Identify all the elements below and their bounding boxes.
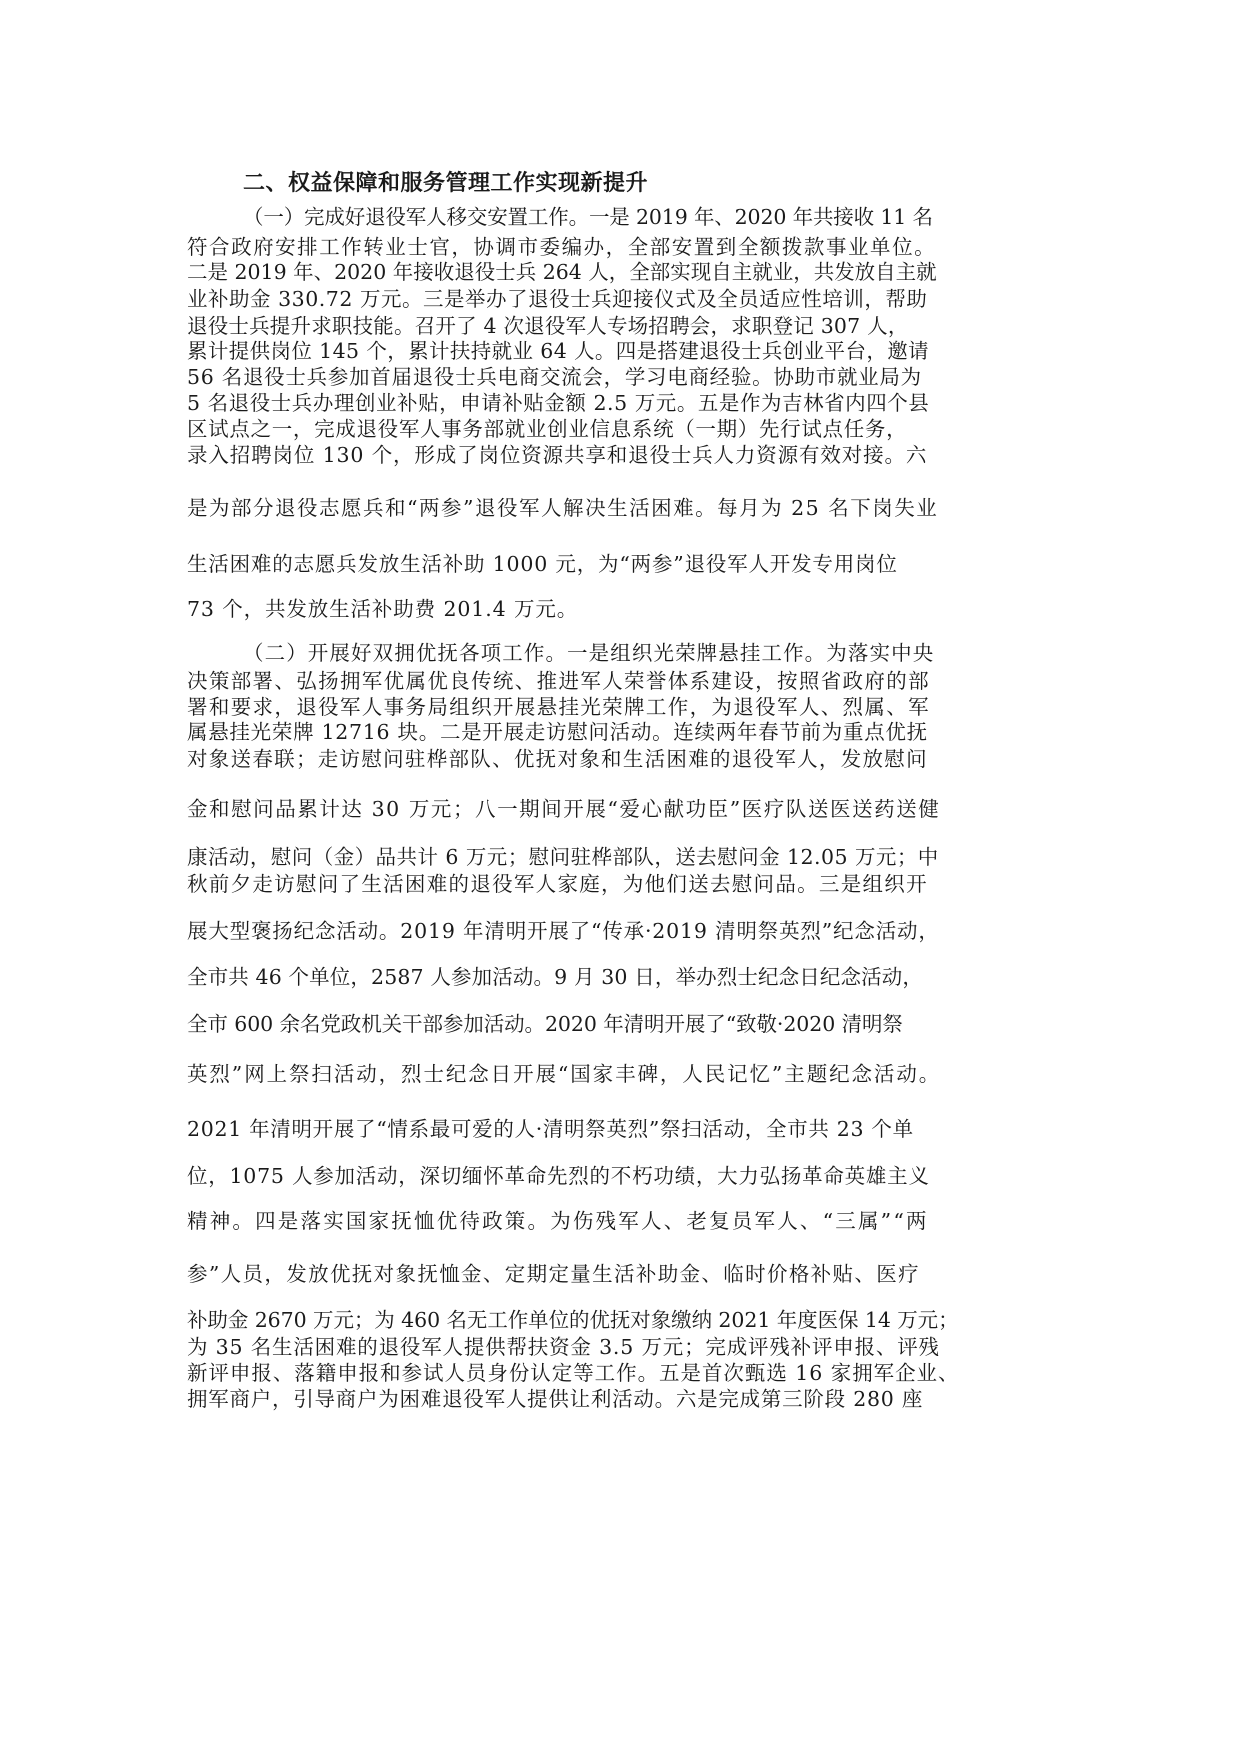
text-line: 5 名退役士兵办理创业补贴，申请补贴金额 2.5 万元。五是作为吉林省内四个县 (187, 391, 930, 415)
text-line: 累计提供岗位 145 个，累计扶持就业 64 人。四是搭建退役士兵创业平台，邀请 (187, 339, 929, 363)
text-line: 位，1075 人参加活动，深切缅怀革命先烈的不朽功绩，大力弘扬革命英雄主义 (187, 1164, 930, 1188)
text-line: 为 35 名生活困难的退役军人提供帮扶资金 3.5 万元；完成评残补评申报、评残 (187, 1335, 940, 1359)
text-line: 补助金 2670 万元；为 460 名无工作单位的优抚对象缴纳 2021 年度医保 14 万元； (187, 1308, 959, 1332)
text-line: 金和慰问品累计达 30 万元；八一期间开展“爱心献功臣”医疗队送医送药送健 (187, 797, 941, 821)
text-line: 是为部分退役志愿兵和“两参”退役军人解决生活困难。每月为 25 名下岗失业 (187, 496, 939, 520)
text-line: 康活动，慰问（金）品共计 6 万元；慰问驻桦部队，送去慰问金 12.05 万元；中 (187, 845, 939, 869)
text-line: 区试点之一，完成退役军人事务部就业创业信息系统（一期）先行试点任务， (187, 417, 908, 441)
text-line: 展大型褒扬纪念活动。2019 年清明开展了“传承·2019 清明祭英烈”纪念活动， (187, 919, 940, 943)
text-line: 秋前夕走访慰问了生活困难的退役军人家庭，为他们送去慰问品。三是组织开 (187, 872, 928, 896)
text-line: 生活困难的志愿兵发放生活补助 1000 元，为“两参”退役军人开发专用岗位 (187, 552, 898, 576)
text-line: 73 个，共发放生活补助费 201.4 万元。 (187, 597, 579, 621)
text-line: 二是 2019 年、2020 年接收退役士兵 264 人，全部实现自主就业，共发放自主就 (187, 260, 937, 284)
text-line: 拥军商户，引导商户为困难退役军人提供让利活动。六是完成第三阶段 280 座 (187, 1387, 924, 1411)
section-heading: 二、权益保障和服务管理工作实现新提升 (243, 170, 649, 196)
text-line: 全市共 46 个单位，2587 人参加活动。9 月 30 日，举办烈士纪念日纪念活动， (187, 965, 924, 989)
text-line: 退役士兵提升求职技能。召开了 4 次退役军人专场招聘会，求职登记 307 人， (187, 314, 909, 338)
text-line: 新评申报、落籍申报和参试人员身份认定等工作。五是首次甄选 16 家拥军企业、 (187, 1361, 960, 1385)
text-line: 2021 年清明开展了“情系最可爱的人·清明祭英烈”祭扫活动，全市共 23 个单 (187, 1117, 914, 1141)
text-line: 英烈”网上祭扫活动，烈士纪念日开展“国家丰碑，人民记忆”主题纪念活动。 (187, 1062, 942, 1086)
text-line: 符合政府安排工作转业士官，协调市委编办，全部安置到全额拨款事业单位。 (187, 235, 937, 259)
text-line: （一）完成好退役军人移交安置工作。一是 2019 年、2020 年共接收 11 名 (243, 205, 933, 229)
text-line: （二）开展好双拥优抚各项工作。一是组织光荣牌悬挂工作。为落实中央 (243, 641, 935, 665)
text-line: 精神。四是落实国家抚恤优待政策。为伤残军人、老复员军人、“三属”“两 (187, 1209, 929, 1233)
text-line: 决策部署、弘扬拥军优属优良传统、推进军人荣誉体系建设，按照省政府的部 (187, 669, 930, 693)
text-line: 录入招聘岗位 130 个，形成了岗位资源共享和退役士兵人力资源有效对接。六 (187, 443, 928, 467)
text-line: 属悬挂光荣牌 12716 块。二是开展走访慰问活动。连续两年春节前为重点优抚 (187, 720, 928, 744)
text-line: 对象送春联；走访慰问驻桦部队、优抚对象和生活困难的退役军人，发放慰问 (187, 747, 928, 771)
text-line: 参”人员，发放优抚对象抚恤金、定期定量生活补助金、临时价格补贴、医疗 (187, 1262, 920, 1286)
text-line: 56 名退役士兵参加首届退役士兵电商交流会，学习电商经验。协助市就业局为 (187, 365, 922, 389)
text-line: 全市 600 余名党政机关干部参加活动。2020 年清明开展了“致敬·2020 清明祭 (187, 1012, 903, 1036)
text-line: 业补助金 330.72 万元。三是举办了退役士兵迎接仪式及全员适应性培训，帮助 (187, 287, 928, 311)
text-line: 署和要求，退役军人事务局组织开展悬挂光荣牌工作，为退役军人、烈属、军 (187, 695, 930, 719)
